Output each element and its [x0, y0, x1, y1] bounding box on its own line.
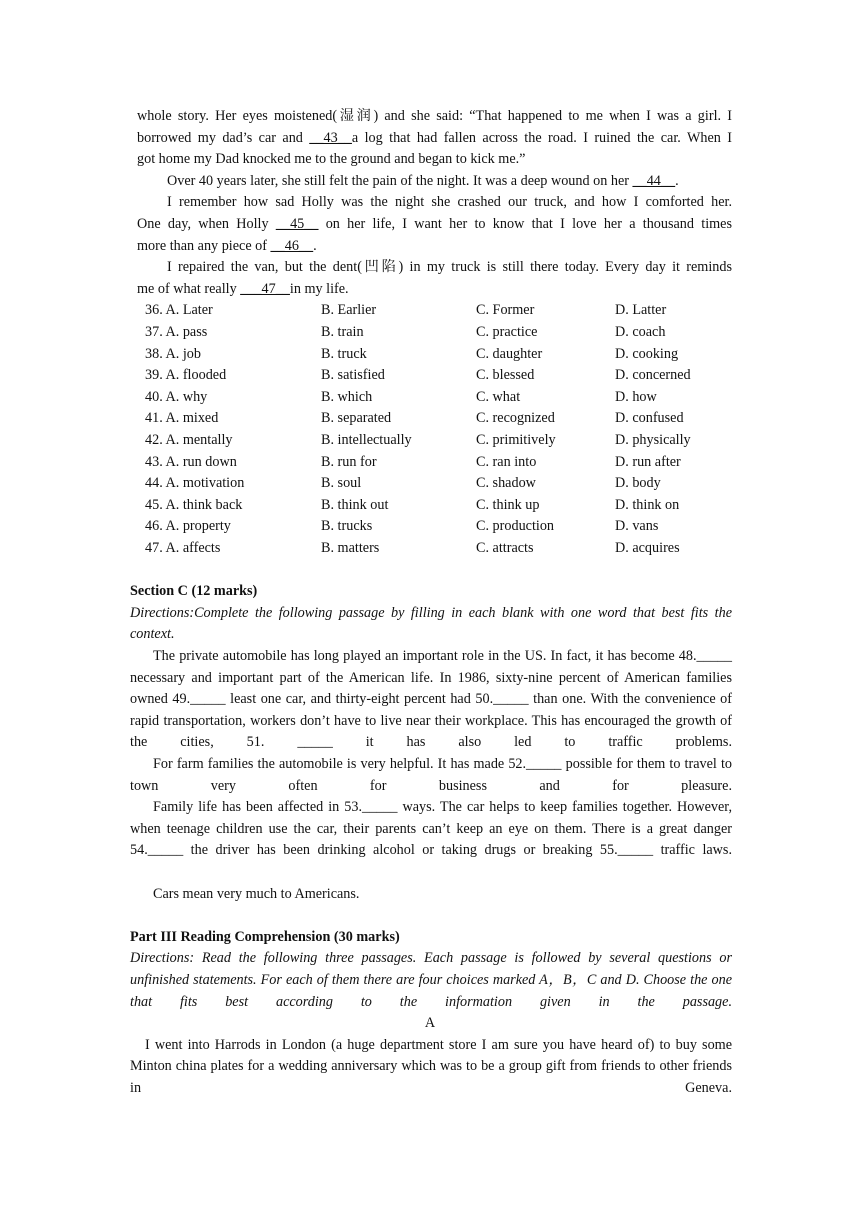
- passage-line: One day, when Holly __45__ on her life, I want her to know that I love her a thousand times: [137, 216, 732, 232]
- section-c-paragraph: Cars mean very much to Americans.: [153, 885, 360, 902]
- section-c-directions: Directions:Complete the following passage by filling in each blank with one word that best fits the context.: [130, 604, 732, 643]
- blank-43: __43__: [309, 129, 352, 146]
- passage-line: got home my Dad knocked me to the ground and began to kick me.”: [137, 151, 526, 168]
- section-c-paragraph: The private automobile has long played an important role in the US. In fact, it has become 48._____ necessary and important part of the American life. In 1986, sixty-nine percent of American families owned 49._____ least one car, and thirty-eight percent had 50._____ than one. With the convenience of rapid transportation, workers don’t have to live near their workplace. This has encouraged the growth of the cities, 51. _____ it has also led to traffic problems.: [130, 648, 732, 751]
- passage-line: I repaired the van, but the dent(凹陷) in my truck is still there today. Every day it reminds: [167, 259, 732, 276]
- passage-line: I remember how sad Holly was the night she crashed our truck, and how I comforted her.: [167, 194, 732, 211]
- blank-46: __46__: [270, 237, 314, 254]
- section-c-heading: Section C (12 marks): [130, 583, 258, 600]
- passage-line: whole story. Her eyes moistened(湿润) and she said: “That happened to me when I was a girl. I: [137, 108, 732, 124]
- part-iii-heading: Part III Reading Comprehension (30 marks): [130, 928, 400, 945]
- blank-45: __45__: [275, 216, 319, 232]
- blank-47: ___47__: [240, 280, 290, 297]
- passage-label: A: [424, 1015, 436, 1032]
- passage-a-paragraph: I went into Harrods in London (a huge department store I am sure you have heard of) to buy some Minton china plates for a wedding anniversary which was to be a group gift from friends to other friends in Geneva.: [130, 1036, 732, 1096]
- passage-line: Over 40 years later, she still felt the pain of the night. It was a deep wound on her __44__.: [167, 172, 679, 189]
- document-page: whole story. Her eyes moistened(湿润) and she said: “That happened to me when I was a girl. I borrowed my dad’s car and __43__a log that had fallen across the road. I ruined the car. When I got home my Dad knocked me to the ground and began to kick me.” Over 40 years later, she still felt the pain of the night. It was a deep wound on her __44__. I remember how sad Holly was the night she crashed our truck, and how I comforted her. One day, when Holly __45__ on her life, I want her to know that I love her a thousand times more than any piece of __46__. I repaired the van, but the dent(凹陷) in my truck is still there today. Every day it reminds me of what really ___47__in my life. 36. A. Later B. Earlier C. Former D. Latter 37. A. pass B. train C. practice D. coach 38. A. job B. truck C. daughter D. cooking 39. A. flooded B. satisfied C. blessed D. concerned 40. A. why B. which C. what D. how 41. A. mixed B. separated C. recognized D. confused 42. A. mentally B. intellectually C. primitively D. physically 43. A. run down B. run for C. ran into D. run after 44. A. motivation B. soul C. shadow D. body 45. A. think back B. think out C. think up D. think on 46. A. property B. trucks C. production D. vans 47. A. affects B. matters C. attracts D. acquires Section C (12 marks) Directions:Complete the following passage by filling in each blank with one word that best fits the context. The private automobile has long played an important role in the US. In fact, it has become 48._____ necessary and important part of the American life. In 1986, sixty-nine percent of American families owned 49._____ least one car, and thirty-eight percent had 50._____ than one. With the convenience of rapid transportation, workers don’t have to live near their workplace. This has encouraged the growth of the cities, 51. _____ it has also led to traffic problems. For farm families the automobile is very helpful. It has made 52._____ possible for them to travel to town very often for business and for pleasure. Family life has been affected in 53._____ ways. The car helps to keep families together. However, when teenage children use the car, their parents can’t keep an eye on them. There is a great danger 54._____ the driver has been drinking alcohol or taking drugs or breaking 55._____ traffic laws. Cars mean very much to Americans. Part III Reading Comprehension (30 marks) Directions: Read the following three passages. Each passage is followed by several questions or unfinished statements. For each of them there are four choices marked A，B，C and D. Choose the one that fits best according to the information given in the passage. A I went into Harrods in London (a huge department store I am sure you have heard of) to buy some Minton china plates for a wedding anniversary which was to be a group gift from friends to other friends in Geneva.: [0, 0, 860, 1216]
- section-c-paragraph: Family life has been affected in 53._____ ways. The car helps to keep families together. However, when teenage children use the car, their parents can’t keep an eye on them. There is a great danger 54._____ the driver has been drinking alcohol or taking drugs or breaking 55._____ traffic laws.: [130, 799, 732, 859]
- passage-line: borrowed my dad’s car and __43__a log that had fallen across the road. I ruined the car. When I: [137, 129, 732, 146]
- passage-line: more than any piece of __46__.: [137, 237, 317, 254]
- part-iii-directions: Directions: Read the following three passages. Each passage is followed by several questions or unfinished statements. For each of them there are four choices marked A，B，C and D. Choose the one that fits best according to the information given in the passage.: [130, 950, 732, 1010]
- passage-line: me of what really ___47__in my life.: [137, 280, 349, 297]
- blank-44: __44__: [632, 172, 676, 189]
- section-c-paragraph: For farm families the automobile is very helpful. It has made 52._____ possible for them to travel to town very often for business and for pleasure.: [130, 756, 732, 794]
